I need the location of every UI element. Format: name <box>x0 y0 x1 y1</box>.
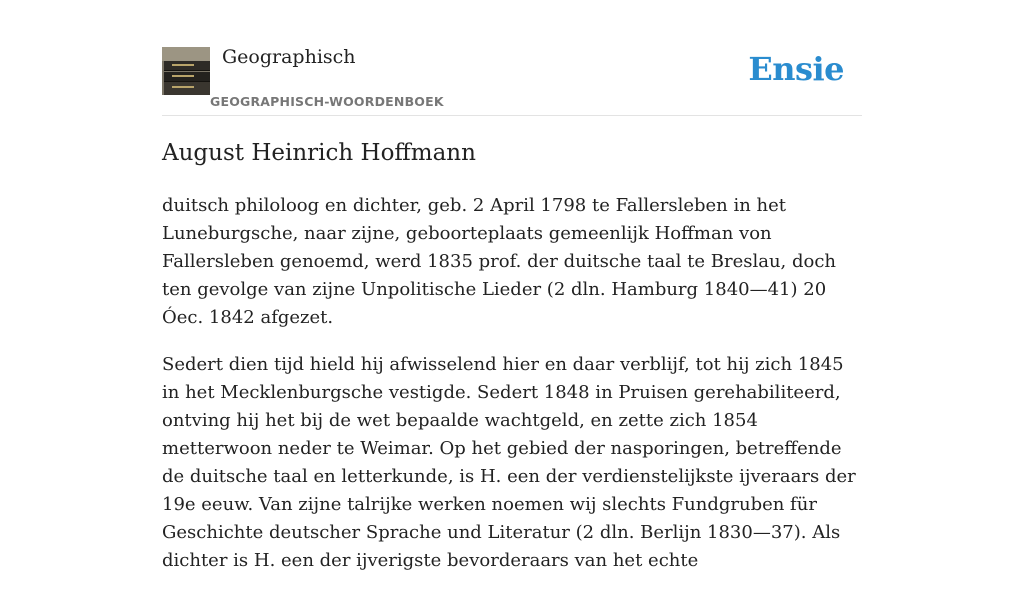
source-header <box>162 40 862 116</box>
article-title: August Heinrich Hoffmann <box>162 140 476 166</box>
source-avatar[interactable] <box>162 47 210 95</box>
article-paragraph: Sedert dien tijd hield hij afwisselend hier en daar verblijf, tot hij zich 1845 in het Mecklenburgsche vestigde. Sedert 1848 in Pruisen gerehabiliteerd, ontving hij het bij de wet bepaalde wachtgeld, en zette zich 1854 metterwoon neder te Weimar. Op het gebied der nasporingen, betreffende de duitsche taal en letterkunde, is H. een der verdienstelijkste ijveraars der 19e eeuw. Van zijne talrijke werken noemen wij slechts Fundgruben für Geschichte deutscher Sprache und Literatur (2 dln. Berlijn 1830—37). Als dichter is H. een der ijverigste bevorderaars van het echte <box>162 354 856 571</box>
brand-logo[interactable]: Ensie <box>748 50 844 88</box>
article-body <box>162 192 862 594</box>
article-paragraph: duitsch philoloog en dichter, geb. 2 April 1798 te Fallersleben in het Luneburgsche, naar zijne, geboorteplaats gemeenlijk Hoffman von Fallersleben genoemd, werd 1835 prof. der duitsche taal te Breslau, doch ten gevolge van zijne Unpolitische Lieder (2 dln. Hamburg 1840—41) 20 Óec. 1842 afgezet. <box>162 195 837 328</box>
book-spines-icon <box>162 47 210 95</box>
source-subtitle[interactable]: GEOGRAPHISCH-WOORDENBOEK <box>210 94 444 109</box>
source-title[interactable]: Geographisch <box>222 46 356 68</box>
